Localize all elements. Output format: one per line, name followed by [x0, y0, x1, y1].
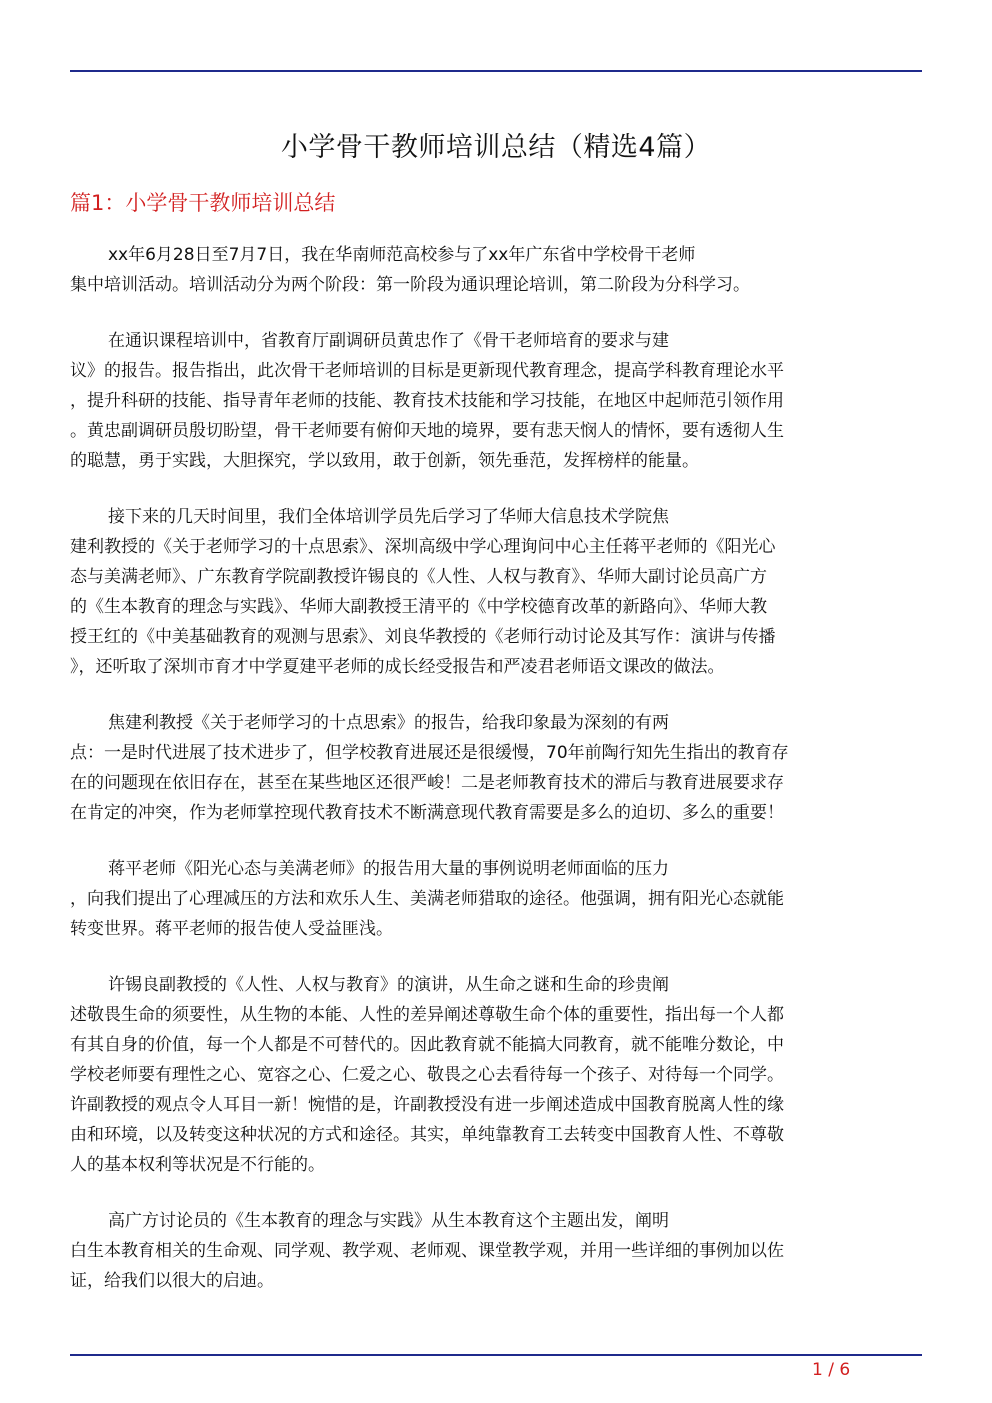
paragraph-2	[70, 326, 912, 476]
paragraph-1	[70, 240, 912, 300]
paragraph-line: 在肯定的冲突，作为老师掌控现代教育技术不断满意现代教育需要是多么的迫切、多么的重要！	[70, 803, 784, 823]
paragraph-line: 接下来的几天时间里，我们全体培训学员先后学习了华师大信息技术学院焦	[108, 507, 669, 527]
paragraph-7	[70, 1206, 912, 1296]
paragraph-line: 许锡良副教授的《人性、人权与教育》的演讲，从生命之谜和生命的珍贵阐	[108, 975, 669, 995]
paragraph-line: 授王红的《中美基础教育的观测与思索》、刘良华教授的《老师行动讨论及其写作：演讲与传播	[70, 627, 776, 647]
paragraph-line: ，提升科研的技能、指导青年老师的技能、教育技术技能和学习技能，在地区中起师范引领作用	[70, 391, 784, 411]
document-title: 小学骨干教师培训总结（精选4篇）	[280, 132, 712, 163]
document-body	[70, 240, 912, 1322]
paragraph-6	[70, 970, 912, 1180]
header-rule	[70, 70, 922, 72]
paragraph-line: 》，还听取了深圳市育才中学夏建平老师的成长经受报告和严凌君老师语文课改的做法。	[70, 657, 725, 677]
paragraph-5	[70, 854, 912, 944]
page-number: 1 / 6	[812, 1360, 851, 1380]
paragraph-line: 蒋平老师《阳光心态与美满老师》的报告用大量的事例说明老师面临的压力	[108, 859, 669, 879]
section-heading: 篇1：小学骨干教师培训总结	[70, 191, 336, 215]
paragraph-3	[70, 502, 912, 682]
paragraph-line: 转变世界。蒋平老师的报告使人受益匪浅。	[70, 919, 393, 939]
paragraph-line: 白生本教育相关的生命观、同学观、教学观、老师观、课堂教学观，并用一些详细的事例加以佐	[70, 1241, 784, 1261]
paragraph-line: ，向我们提出了心理减压的方法和欢乐人生、美满老师猎取的途径。他强调，拥有阳光心态就能	[70, 889, 784, 909]
paragraph-line: 高广方讨论员的《生本教育的理念与实践》从生本教育这个主题出发，阐明	[108, 1211, 669, 1231]
paragraph-line: 述敬畏生命的须要性，从生物的本能、人性的差异阐述尊敬生命个体的重要性，指出每一个人都	[70, 1005, 784, 1025]
paragraph-line: 在通识课程培训中，省教育厅副调研员黄忠作了《骨干老师培育的要求与建	[108, 331, 669, 351]
paragraph-line: 许副教授的观点令人耳目一新！惋惜的是，许副教授没有进一步阐述造成中国教育脱离人性的缘	[70, 1095, 784, 1115]
paragraph-4	[70, 708, 912, 828]
paragraph-line: 证，给我们以很大的启迪。	[70, 1271, 274, 1291]
paragraph-line: 。黄忠副调研员殷切盼望，骨干老师要有俯仰天地的境界，要有悲天悯人的情怀，要有透彻人生	[70, 421, 784, 441]
paragraph-line: 学校老师要有理性之心、宽容之心、仁爱之心、敬畏之心去看待每一个孩子、对待每一个同学。	[70, 1065, 784, 1085]
paragraph-line: 在的问题现在依旧存在，甚至在某些地区还很严峻！二是老师教育技术的滞后与教育进展要求存	[70, 773, 784, 793]
paragraph-line: 的《生本教育的理念与实践》、华师大副教授王清平的《中学校德育改革的新路向》、华师大教	[70, 597, 767, 617]
paragraph-line: 集中培训活动。培训活动分为两个阶段：第一阶段为通识理论培训，第二阶段为分科学习。	[70, 275, 750, 295]
paragraph-line: 的聪慧，勇于实践，大胆探究，学以致用，敢于创新，领先垂范，发挥榜样的能量。	[70, 451, 699, 471]
paragraph-line: 态与美满老师》、广东教育学院副教授许锡良的《人性、人权与教育》、华师大副讨论员高广方	[70, 567, 767, 587]
paragraph-line: 有其自身的价值，每一个人都是不可替代的。因此教育就不能搞大同教育，就不能唯分数论，中	[70, 1035, 784, 1055]
paragraph-line: 议》的报告。报告指出，此次骨干老师培训的目标是更新现代教育理念，提高学科教育理论水平	[70, 361, 784, 381]
paragraph-line: 建利教授的《关于老师学习的十点思索》、深圳高级中学心理询问中心主任蒋平老师的《阳光心	[70, 537, 776, 557]
paragraph-line: 点：一是时代进展了技术进步了，但学校教育进展还是很缓慢，70年前陶行知先生指出的教育存	[70, 743, 789, 763]
paragraph-line: 焦建利教授《关于老师学习的十点思索》的报告，给我印象最为深刻的有两	[108, 713, 669, 733]
paragraph-line: 由和环境，以及转变这种状况的方式和途径。其实，单纯靠教育工去转变中国教育人性、不尊敬	[70, 1125, 784, 1145]
footer-rule	[70, 1354, 922, 1356]
paragraph-line: xx年6月28日至7月7日，我在华南师范高校参与了xx年广东省中学校骨干老师	[108, 245, 696, 265]
paragraph-line: 人的基本权利等状况是不行能的。	[70, 1155, 325, 1175]
